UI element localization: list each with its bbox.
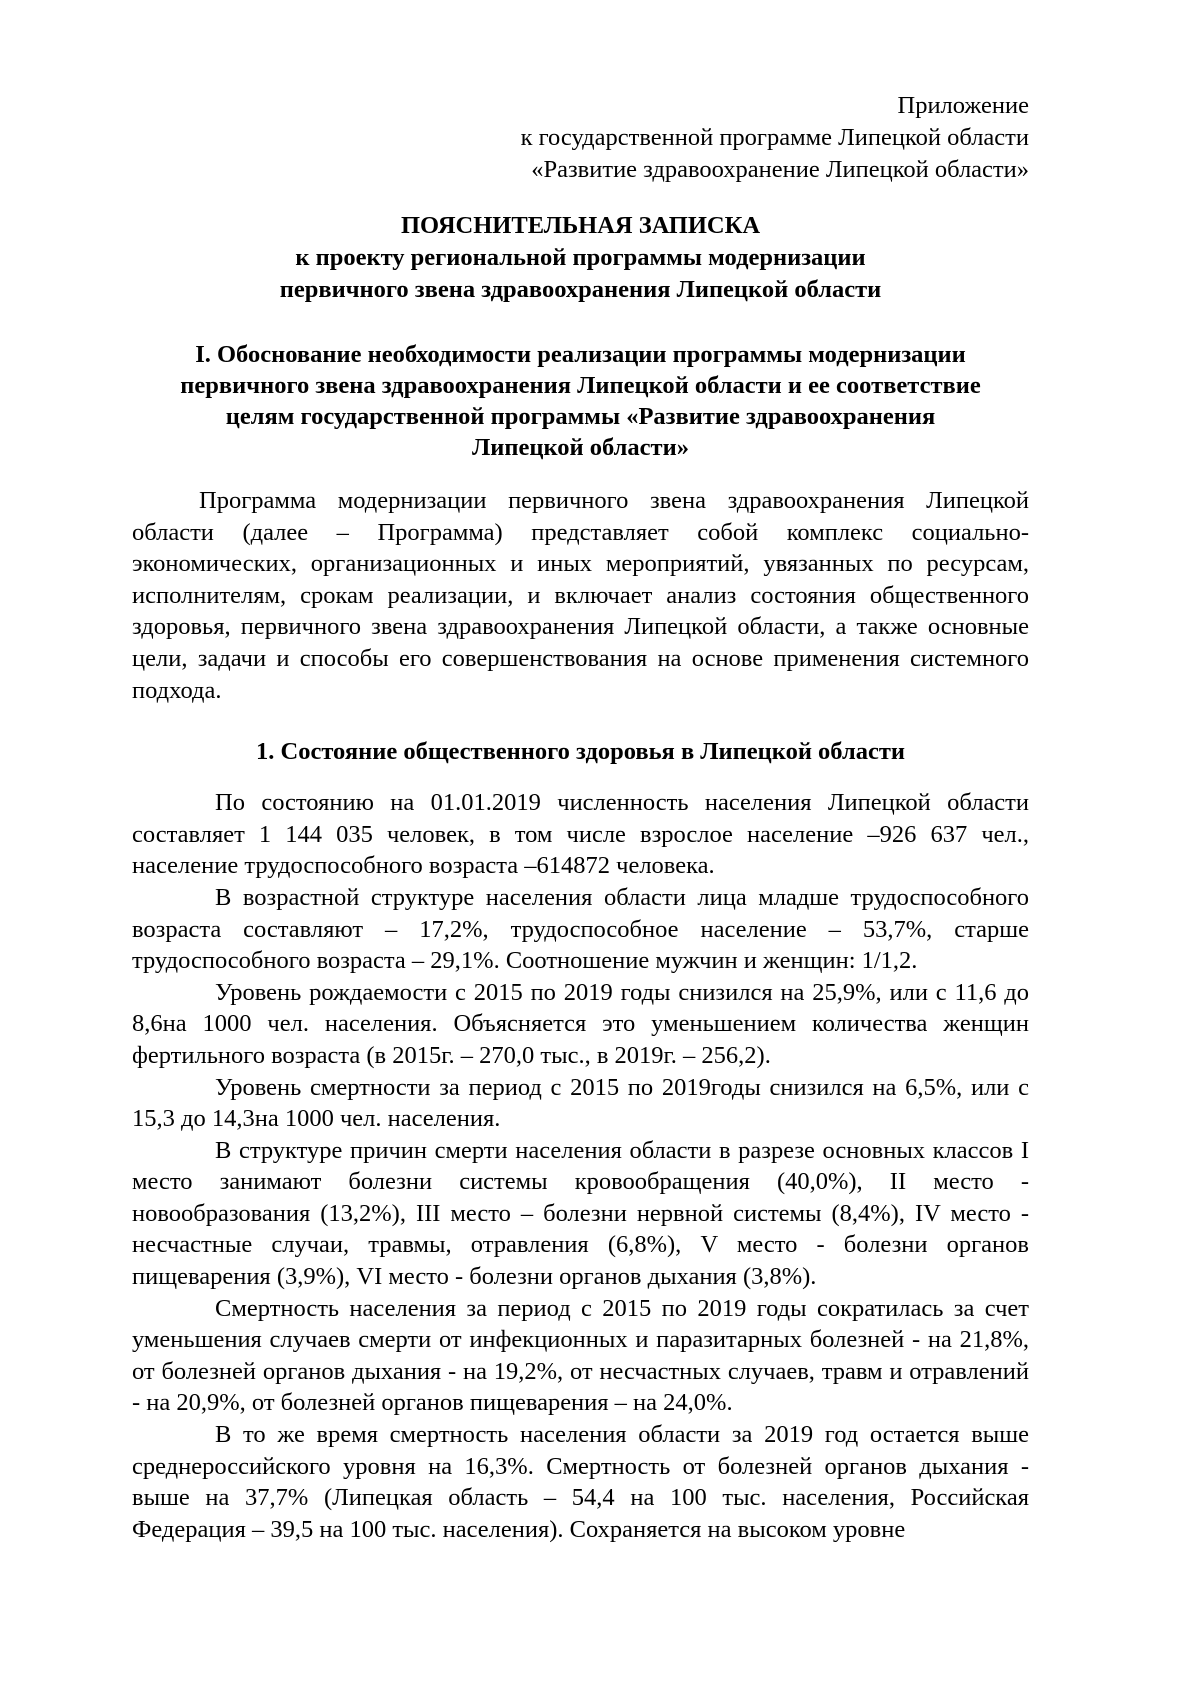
appendix-note <box>132 90 1029 186</box>
title-line-3: первичного звена здравоохранения Липецкой области <box>279 276 882 303</box>
section-1-heading-line-4: Липецкой области» <box>472 434 689 461</box>
body-paragraph-birth-rate: Уровень рождаемости с 2015 по 2019 годы снизился на 25,9%, или с 11,6 до 8,6на 1000 чел. населения. Объясняется это уменьшением количества женщин фертильного возраста (в 2015г. – 270,0 тыс., в 2019г. – 256,2). <box>132 978 1029 1069</box>
section-1-intro-paragraph: Программа модернизации первичного звена здравоохранения Липецкой области (далее – Программа) представляет собой комплекс социально-экономических, организационных и иных мероприятий, увязанных по ресурсам, исполнителям, срокам реализации, и включает анализ состояния общественного здоровья, первичного звена здравоохранения Липецкой области, а также основные цели, задачи и способы его совершенствования на основе применения системного подхода. <box>132 487 1029 704</box>
section-1-heading <box>132 339 1029 463</box>
body-paragraph-mortality-rate: Уровень смертности за период с 2015 по 2019годы снизился на 6,5%, или с 15,3 до 14,3на 1000 чел. населения. <box>132 1073 1029 1133</box>
section-1-heading-line-1: I. Обоснование необходимости реализации программы модернизации <box>195 341 966 368</box>
subsection-1-heading: 1. Состояние общественного здоровья в Липецкой области <box>256 738 905 766</box>
section-1-heading-line-2: первичного звена здравоохранения Липецкой области и ее соответствие <box>180 372 981 399</box>
body-paragraph-death-causes: В структуре причин смерти населения области в разрезе основных классов I место занимают болезни системы кровообращения (40,0%), II место - новообразования (13,2%), III место – болезни нервной системы (8,4%), IV место - несчастные случаи, травмы, отравления (6,8%), V место - болезни органов пищеварения (3,9%), VI место - болезни органов дыхания (3,8%). <box>132 1136 1029 1291</box>
section-1-heading-line-3: целям государственной программы «Развитие здравоохранения <box>225 403 936 430</box>
title-line-1: ПОЯСНИТЕЛЬНАЯ ЗАПИСКА <box>400 212 761 239</box>
appendix-line-3: «Развитие здравоохранение Липецкой области» <box>531 156 1029 183</box>
body-paragraph-mortality-decrease: Смертность населения за период с 2015 по 2019 годы сократилась за счет уменьшения случаев смерти от инфекционных и паразитарных болезней - на 21,8%, от болезней органов дыхания - на 19,2%, от несчастных случаев, травм и отравлений - на 20,9%, от болезней органов пищеварения – на 24,0%. <box>132 1294 1029 1417</box>
appendix-line-1: Приложение <box>897 92 1029 119</box>
appendix-line-2: к государственной программе Липецкой области <box>520 124 1029 151</box>
body-paragraph-population: По состоянию на 01.01.2019 численность населения Липецкой области составляет 1 144 035 человек, в том числе взрослое население –926 637 чел., население трудоспособного возраста –614872 человека. <box>132 789 1029 880</box>
document-title <box>132 210 1029 306</box>
body-paragraph-age-structure: В возрастной структуре населения области лица младше трудоспособного возраста составляют – 17,2%, трудоспособное население – 53,7%, старше трудоспособного возраста – 29,1%. Соотношение мужчин и женщин: 1/1,2. <box>132 883 1029 975</box>
title-line-2: к проекту региональной программы модернизации <box>295 244 866 271</box>
document-page <box>132 90 1029 1545</box>
body-paragraph-mortality-comparison: В то же время смертность населения области за 2019 год остается выше среднероссийского уровня на 16,3%. Смертность от болезней органов дыхания - выше на 37,7% (Липецкая область – 54,4 на 100 тыс. населения, Российская Федерация – 39,5 на 100 тыс. населения). Сохраняется на высоком уровне <box>132 1421 1029 1543</box>
